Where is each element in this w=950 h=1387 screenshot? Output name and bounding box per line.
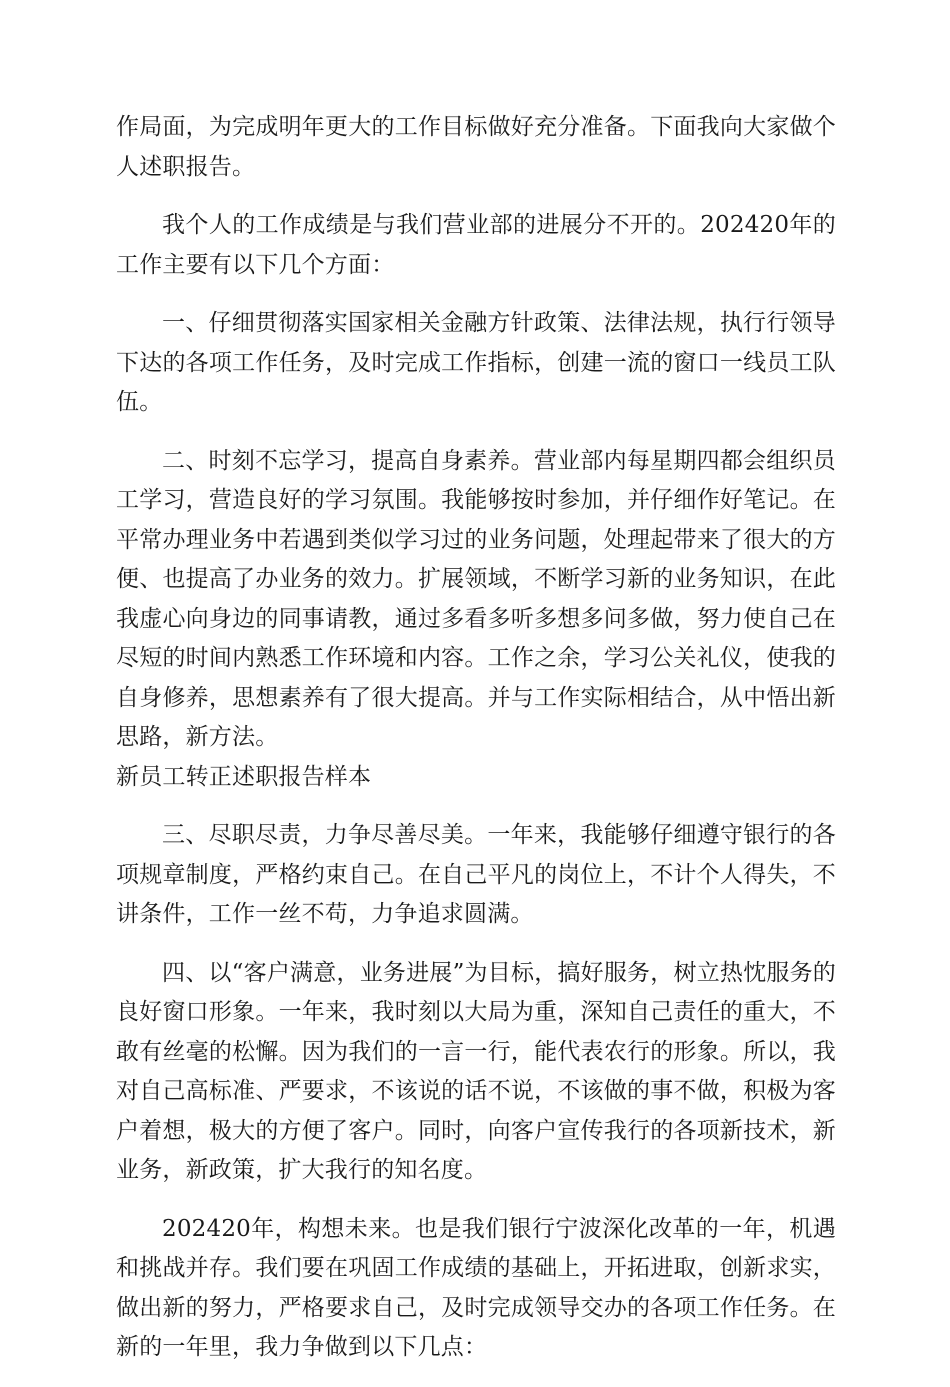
paragraph-intro: 我个人的工作成绩是与我们营业部的进展分不开的。202420年的工作主要有以下几个方面： (116, 212, 836, 278)
document-body (116, 108, 836, 1387)
paragraph-point-2-text: 二、时刻不忘学习，提高自身素养。营业部内每星期四都会组织员工学习，营造良好的学习氛围。我能够按时参加，并仔细作好笔记。在平常办理业务中若遇到类似学习过的业务问题，处理起带来了很大的方便、也提高了办业务的效力。扩展领域，不断学习新的业务知识，在此我虚心向身边的同事请教，通过多看多听多想多问多做，努力使自己在尽短的时间内熟悉工作环境和内容。工作之余，学习公关礼仪，使我的自身修养，思想素养有了很大提高。并与工作实际相结合，从中悟出新思路，新方法。 (116, 447, 836, 750)
paragraph-continuation: 作局面，为完成明年更大的工作目标做好充分准备。下面我向大家做个人述职报告。 (116, 114, 836, 180)
paragraph-point-2 (116, 442, 836, 798)
paragraph-outlook: 202420年，构想未来。也是我们银行宁波深化改革的一年，机遇和挑战并存。我们要在巩固工作成绩的基础上，开拓进取，创新求实，做出新的努力，严格要求自己，及时完成领导交办的各项工作任务。在新的一年里，我力争做到以下几点： (116, 1215, 836, 1360)
paragraph-point-4: 四、以“客户满意，业务进展”为目标，搞好服务，树立热忱服务的良好窗口形象。一年来，我时刻以大局为重，深知自己责任的重大，不敢有丝毫的松懈。因为我们的一言一行，能代表农行的形象。所以，我对自己高标准、严要求，不该说的话不说，不该做的事不做，积极为客户着想，极大的方便了客户。同时，向客户宣传我行的各项新技术，新业务，新政策，扩大我行的知名度。 (116, 959, 836, 1183)
inline-title: 新员工转正述职报告样本 (116, 763, 372, 790)
paragraph-point-3: 三、尽职尽责，力争尽善尽美。一年来，我能够仔细遵守银行的各项规章制度，严格约束自己。在自己平凡的岗位上，不计个人得失，不讲条件，工作一丝不苟，力争追求圆满。 (116, 822, 836, 927)
paragraph-point-1: 一、仔细贯彻落实国家相关金融方针政策、法律法规，执行行领导下达的各项工作任务，及时完成工作指标，创建一流的窗口一线员工队伍。 (116, 310, 836, 415)
